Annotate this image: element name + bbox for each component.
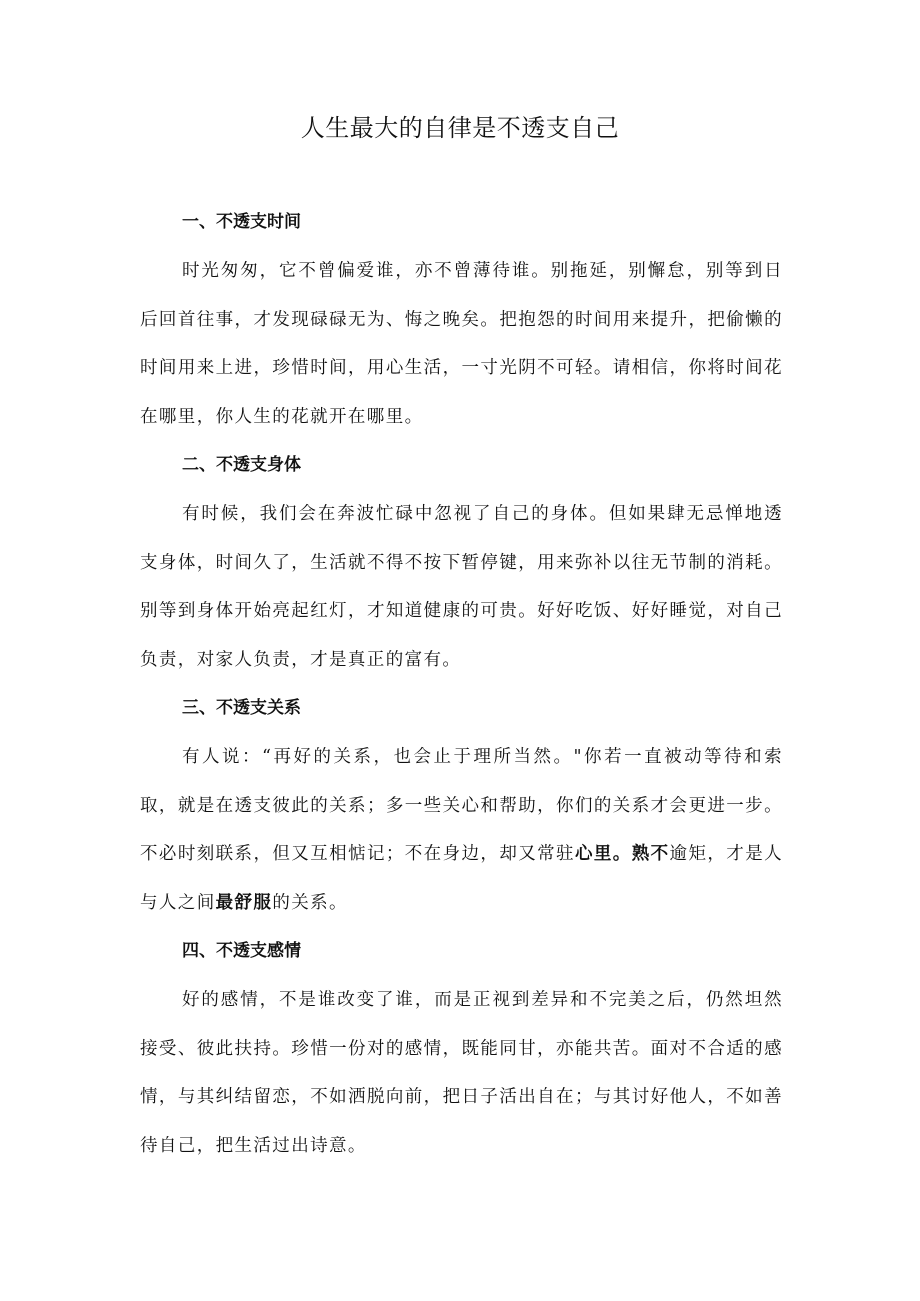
section-heading: 一、不透支时间 bbox=[182, 212, 301, 232]
section-heading: 三、不透支关系 bbox=[182, 698, 301, 718]
paragraph-text: 逾矩，才是人与人之间 bbox=[140, 844, 784, 913]
section-time bbox=[140, 198, 783, 441]
section-body-health bbox=[140, 441, 783, 684]
section-paragraph bbox=[140, 733, 783, 927]
section-heading: 二、不透支身体 bbox=[182, 455, 301, 475]
document-body bbox=[140, 198, 783, 1170]
emphasized-text: 心里。熟不 bbox=[574, 844, 670, 864]
section-heading: 四、不透支感情 bbox=[182, 941, 301, 961]
document-title: 人生最大的自律是不透支自己 bbox=[300, 114, 620, 142]
emphasized-text: 最舒服 bbox=[215, 892, 273, 913]
section-emotion bbox=[140, 927, 783, 1170]
section-relationship bbox=[140, 684, 783, 927]
section-paragraph: 有时候，我们会在奔波忙碌中忽视了自己的身体。但如果肆无忌惮地透支身体，时间久了，生活就不得不按下暂停键，用来弥补以往无节制的消耗。别等到身体开始亮起红灯，才知道健康的可贵。好好吃饭、好好睡觉，对自己负责，对家人负责，才是真正的富有。 bbox=[140, 504, 783, 670]
paragraph-text: 有人说：“再好的关系，也会止于理所当然。"你若一直被动等待和索取，就是在透支彼此的关系；多一些关心和帮助，你们的关系才会更进一步。不必时刻联系，但又互相惦记；不在身边，却又常驻 bbox=[140, 747, 783, 864]
section-paragraph: 时光匆匆，它不曾偏爱谁，亦不曾薄待谁。别拖延，别懈怠，别等到日后回首往事，才发现碌碌无为、悔之晚矣。把抱怨的时间用来提升，把偷懒的时间用来上进，珍惜时间，用心生活，一寸光阴不可轻。请相信，你将时间花在哪里，你人生的花就开在哪里。 bbox=[140, 261, 783, 427]
section-paragraph: 好的感情，不是谁改变了谁，而是正视到差异和不完美之后，仍然坦然接受、彼此扶持。珍惜一份对的感情，既能同甘，亦能共苦。面对不合适的感情，与其纠结留恋，不如洒脱向前，把日子活出自在；与其讨好他人，不如善待自己，把生活过出诗意。 bbox=[140, 990, 783, 1156]
paragraph-text: 的关系。 bbox=[272, 892, 348, 913]
